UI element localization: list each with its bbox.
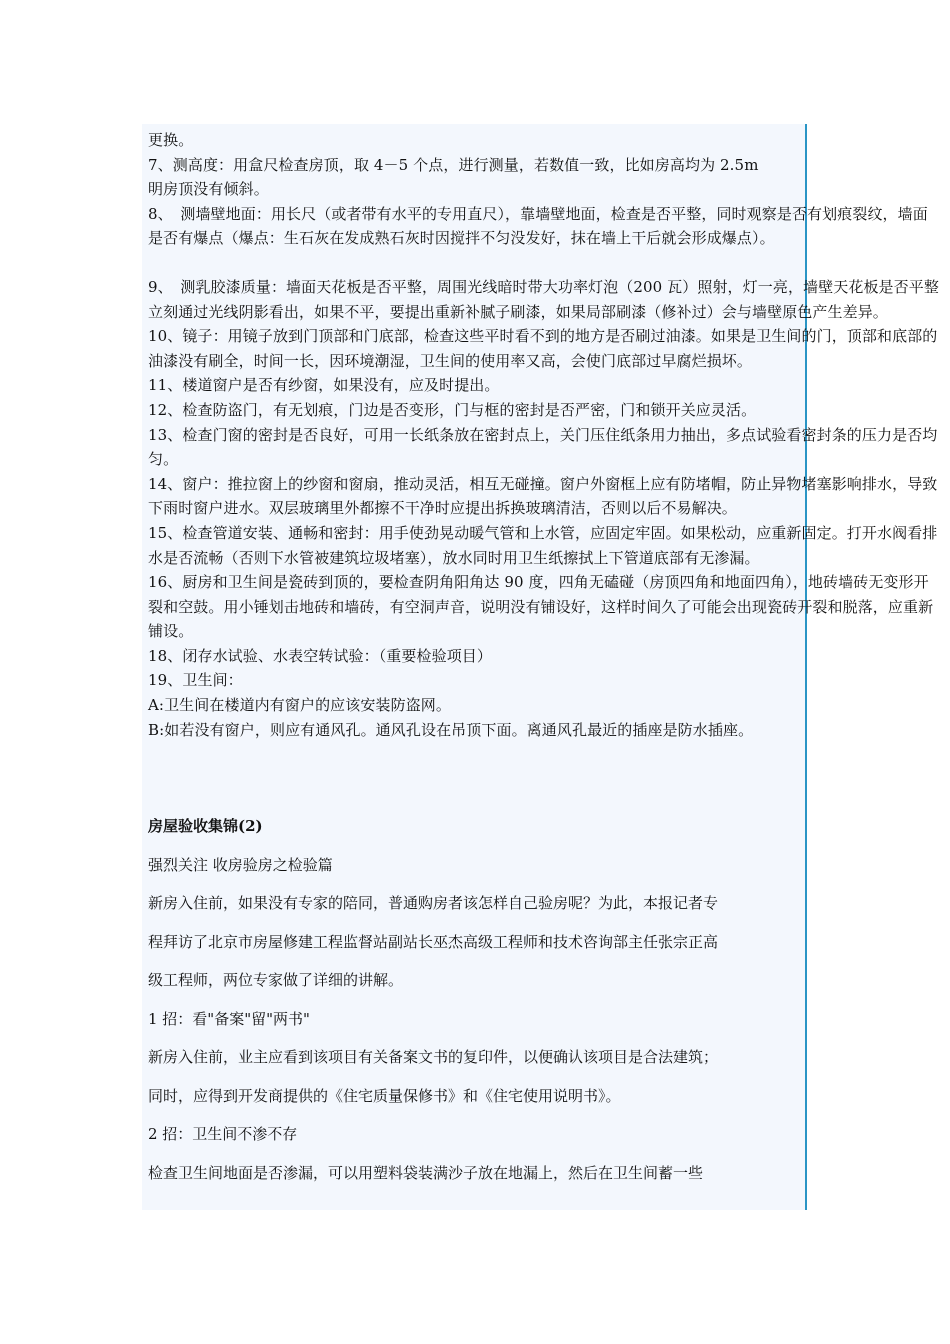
paragraph: 19、卫生间：	[148, 671, 243, 690]
paragraph: 13、检查门窗的密封是否良好，可用一长纸条放在密封点上，关门压住纸条用力抽出，多点试验看密封条的压力是否均匀。	[148, 425, 938, 469]
paragraph: 程拜访了北京市房屋修建工程监督站副站长巫杰高级工程师和技术咨询部主任张宗正高	[148, 932, 719, 951]
paragraph: 同时，应得到开发商提供的《住宅质量保修书》和《住宅使用说明书》。	[148, 1086, 621, 1105]
paragraph: 新房入住前，如果没有专家的陪同，普通购房者该怎样自己验房呢？为此，本报记者专	[148, 894, 719, 913]
spacer	[148, 742, 940, 816]
document-body	[148, 128, 940, 1201]
paragraph: 9、 测乳胶漆质量：墙面天花板是否平整，周围光线暗时带大功率灯泡（200 瓦）照射，灯一亮，墙壁天花板是否平整立刻通过光线阴影看出，如果不平，要提出重新补腻子刷漆，如果局部刷漆（修补过）会与墙壁原色产生差异。	[148, 277, 939, 321]
paragraph: 16、厨房和卫生间是瓷砖到顶的，要检查阴角阳角达 90 度，四角无磕碰（房顶四角和地面四角），地砖墙砖无变形开裂和空鼓。用小锤划击地砖和墙砖，有空洞声音，说明没有铺设好，这样时间久了可能会出现瓷砖开裂和脱落，应重新铺设。	[148, 573, 934, 641]
paragraph: 7、测高度：用盒尺检查房顶，取 4－5 个点，进行测量，若数值一致，比如房高均为 2.5m	[148, 155, 759, 174]
paragraph: B:如若没有窗户，则应有通风孔。通风孔设在吊顶下面。离通风孔最近的插座是防水插座。	[148, 720, 754, 739]
section-heading: 房屋验收集锦(2)	[148, 817, 263, 836]
spacer	[148, 251, 940, 275]
paragraph: 明房顶没有倾斜。	[148, 180, 269, 199]
paragraph: 新房入住前，业主应看到该项目有关备案文书的复印件，以便确认该项目是合法建筑；	[148, 1048, 719, 1067]
paragraph: 10、镜子：用镜子放到门顶部和门底部，检查这些平时看不到的地方是否刷过油漆。如果是卫生间的门，顶部和底部的油漆没有刷全，时间一长，因环境潮湿，卫生间的使用率又高，会使门底部过早腐烂损坏。	[148, 327, 938, 370]
paragraph: 8、 测墙壁地面：用长尺（或者带有水平的专用直尺），靠墙壁地面，检查是否平整，同时观察是否有划痕裂纹，墙面是否有爆点（爆点：生石灰在发成熟石灰时因搅拌不匀没发好，抹在墙上干后就会形成爆点）。	[148, 204, 928, 248]
paragraph: 11、楼道窗户是否有纱窗，如果没有，应及时提出。	[148, 376, 500, 395]
paragraph: A:卫生间在楼道内有窗户的应该安装防盗网。	[148, 696, 451, 715]
paragraph: 1 招：看"备案"留"两书"	[148, 1009, 310, 1028]
paragraph: 12、检查防盗门，有无划痕，门边是否变形，门与框的密封是否严密，门和锁开关应灵活。	[148, 400, 757, 419]
paragraph: 2 招：卫生间不渗不存	[148, 1125, 298, 1144]
paragraph: 强烈关注 收房验房之检验篇	[148, 855, 333, 874]
paragraph: 15、检查管道安装、通畅和密封：用手使劲晃动暖气管和上水管，应固定牢固。如果松动，应重新固定。打开水阀看排水是否流畅（否则下水管被建筑垃圾堵塞），放水同时用卫生纸擦拭上下管道底部有无渗漏。	[148, 523, 938, 567]
paragraph: 检查卫生间地面是否渗漏，可以用塑料袋装满沙子放在地漏上，然后在卫生间蓄一些	[148, 1163, 704, 1182]
paragraph: 14、窗户：推拉窗上的纱窗和窗扇，推动灵活，相互无碰撞。窗户外窗框上应有防堵帽，防止异物堵塞影响排水，导致下雨时窗户进水。双层玻璃里外都擦不干净时应提出拆换玻璃清洁，否则以后不易解决。	[148, 474, 938, 518]
paragraph: 更换。	[148, 131, 194, 149]
paragraph: 级工程师，两位专家做了详细的讲解。	[148, 971, 404, 990]
paragraph: 18、闭存水试验、水表空转试验：（重要检验项目）	[148, 646, 492, 665]
